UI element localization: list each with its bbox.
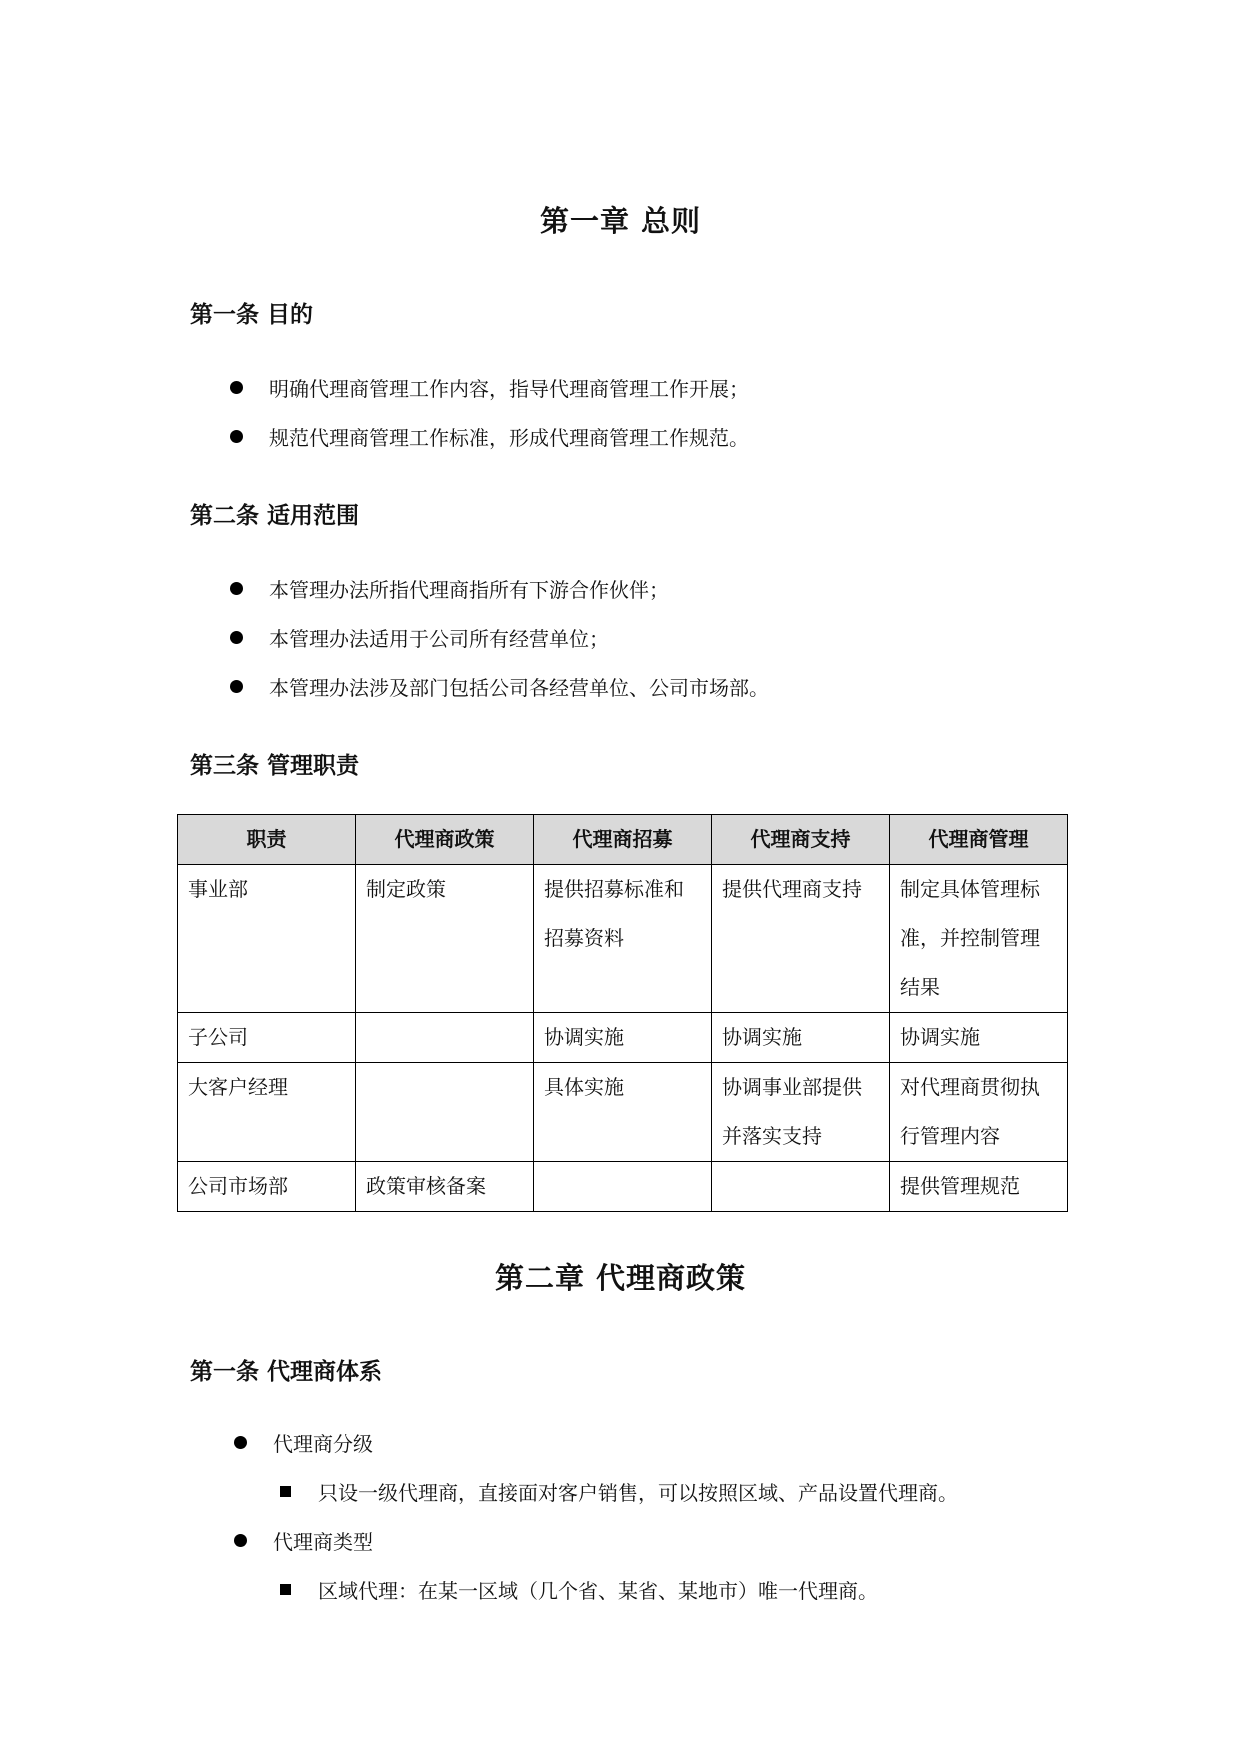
article-title: 第二条 适用范围: [190, 503, 360, 529]
table-cell: 协调实施: [712, 1013, 890, 1063]
table-cell: [356, 1013, 534, 1063]
table-header-cell: 代理商管理: [890, 815, 1068, 865]
square-bullet-icon: [280, 1584, 291, 1595]
table-cell: 事业部: [178, 865, 356, 1013]
table-header-cell: 代理商支持: [712, 815, 890, 865]
table-cell: 公司市场部: [178, 1162, 356, 1212]
list-item-text: 明确代理商管理工作内容，指导代理商管理工作开展；: [269, 376, 749, 401]
sub-list-item-text: 只设一级代理商，直接面对客户销售，可以按照区域、产品设置代理商。: [318, 1480, 958, 1505]
table-header-cell: 代理商政策: [356, 815, 534, 865]
list-item-text: 代理商分级: [273, 1431, 373, 1456]
table-cell: 提供管理规范: [890, 1162, 1068, 1212]
list-item: [230, 573, 669, 603]
table-row: [178, 865, 1068, 1013]
bullet-icon: [230, 430, 243, 443]
table-row: [178, 1013, 1068, 1063]
list-item: [230, 421, 749, 451]
bullet-icon: [230, 680, 243, 693]
duties-table: [177, 814, 1068, 1212]
bullet-icon: [230, 631, 243, 644]
table-row: [178, 1162, 1068, 1212]
table-header-cell: 职责: [178, 815, 356, 865]
article-title: 第三条 管理职责: [190, 753, 360, 779]
sub-list-item-text: 区域代理：在某一区域（几个省、某省、某地市）唯一代理商。: [318, 1578, 878, 1603]
bullet-icon: [230, 381, 243, 394]
table-cell: 提供招募标准和招募资料: [534, 865, 712, 1013]
list-item-text: 本管理办法涉及部门包括公司各经营单位、公司市场部。: [269, 675, 769, 700]
table-header-cell: 代理商招募: [534, 815, 712, 865]
table-cell: 协调事业部提供并落实支持: [712, 1063, 890, 1162]
table-cell: [712, 1162, 890, 1212]
list-item: [230, 671, 769, 701]
table-row: [178, 1063, 1068, 1162]
table-cell: 政策审核备案: [356, 1162, 534, 1212]
table-cell: 制定政策: [356, 865, 534, 1013]
table-cell: 提供代理商支持: [712, 865, 890, 1013]
bullet-icon: [230, 582, 243, 595]
list-item: [234, 1427, 373, 1457]
table-cell: [356, 1063, 534, 1162]
article-title: 第一条 目的: [190, 302, 314, 328]
table-cell: 对代理商贯彻执行管理内容: [890, 1063, 1068, 1162]
table-cell: 大客户经理: [178, 1063, 356, 1162]
table-header-row: [178, 815, 1068, 865]
table-cell: 协调实施: [534, 1013, 712, 1063]
list-item: [230, 622, 609, 652]
square-bullet-icon: [280, 1486, 291, 1497]
table-cell: 具体实施: [534, 1063, 712, 1162]
table-cell: 协调实施: [890, 1013, 1068, 1063]
list-item-text: 本管理办法所指代理商指所有下游合作伙伴；: [269, 577, 669, 602]
list-item: [234, 1525, 373, 1555]
list-item: [230, 372, 749, 402]
sub-list-item: [280, 1476, 958, 1506]
list-item-text: 规范代理商管理工作标准，形成代理商管理工作规范。: [269, 425, 749, 450]
list-item-text: 代理商类型: [273, 1529, 373, 1554]
table-cell: 制定具体管理标准，并控制管理结果: [890, 865, 1068, 1013]
table-cell: [534, 1162, 712, 1212]
table-cell: 子公司: [178, 1013, 356, 1063]
list-item-text: 本管理办法适用于公司所有经营单位；: [269, 626, 609, 651]
chapter-title: 第一章 总则: [539, 204, 702, 238]
bullet-icon: [234, 1436, 247, 1449]
sub-list-item: [280, 1574, 878, 1604]
chapter-title: 第二章 代理商政策: [494, 1261, 747, 1295]
article-title: 第一条 代理商体系: [190, 1359, 383, 1385]
bullet-icon: [234, 1534, 247, 1547]
